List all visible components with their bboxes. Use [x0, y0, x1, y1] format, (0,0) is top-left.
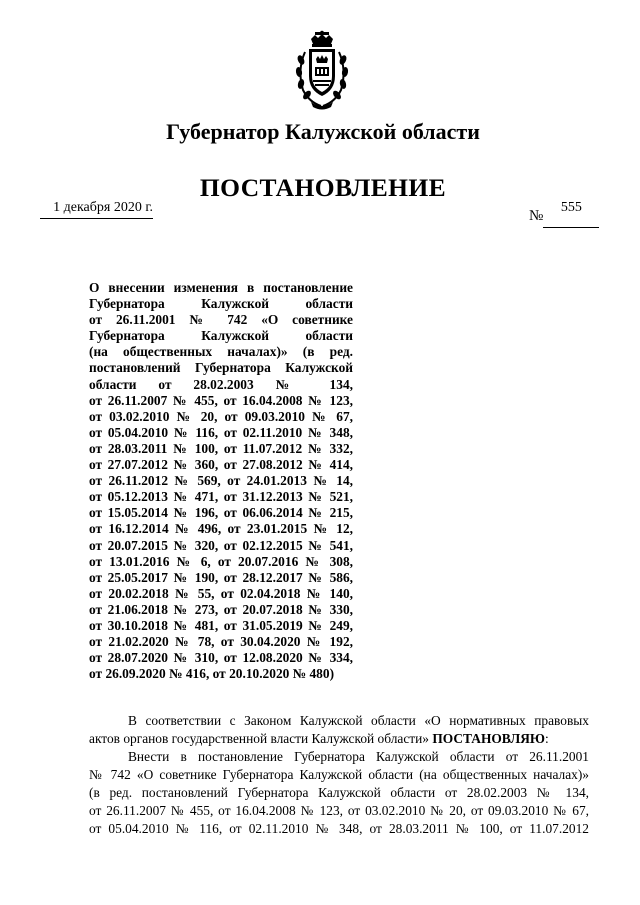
- resolution-verb: ПОСТАНОВЛЯЮ: [432, 731, 545, 746]
- document-type-title: ПОСТАНОВЛЕНИЕ: [199, 173, 447, 202]
- subject-line: от 21.06.2018 № 273, от 20.07.2018 № 330,: [89, 601, 353, 617]
- document-number: [529, 193, 599, 225]
- subject-line: постановлений Губернатора Калужской: [89, 360, 353, 376]
- subject-line: от 05.04.2010 № 116, от 02.11.2010 № 348,: [89, 424, 353, 440]
- number-value: 555: [543, 199, 599, 228]
- subject-line: от 03.02.2010 № 20, от 09.03.2010 № 67,: [89, 408, 353, 424]
- subject-line: от 26.11.2007 № 455, от 16.04.2008 № 123,: [89, 392, 353, 408]
- subject-line: (на общественных началах)» (в ред.: [89, 344, 353, 360]
- document-body: [89, 712, 589, 838]
- body-line: от 26.11.2007 № 455, от 16.04.2008 № 123, от 03.02.2010 № 20, от 09.03.2010 № 67,: [89, 803, 589, 818]
- subject-line: Губернатора Калужской области: [89, 328, 353, 344]
- subject-line: от 28.07.2020 № 310, от 12.08.2020 № 334,: [89, 650, 353, 666]
- body-line: от 05.04.2010 № 116, от 02.11.2010 № 348, от 28.03.2011 № 100, от 11.07.2012: [89, 821, 589, 836]
- subject-line: О внесении изменения в постановление: [89, 280, 353, 295]
- issuing-authority: Губернатор Калужской области: [166, 119, 480, 144]
- subject-line: от 26.11.2012 № 569, от 24.01.2013 № 14,: [89, 473, 353, 489]
- subject-line: от 28.03.2011 № 100, от 11.07.2012 № 332,: [89, 440, 353, 456]
- subject-line: от 20.02.2018 № 55, от 02.04.2018 № 140,: [89, 585, 353, 601]
- body-line: (в ред. постановлений Губернатора Калужской области от 28.02.2003 № 134,: [89, 785, 589, 800]
- number-label: №: [529, 208, 544, 224]
- subject-line: от 16.12.2014 № 496, от 23.01.2015 № 12,: [89, 521, 353, 537]
- body-line: В соответствии с Законом Калужской области «О нормативных правовых: [128, 713, 589, 728]
- document-subject: [89, 280, 353, 682]
- body-text-segment: :: [544, 731, 549, 746]
- subject-line: от 26.09.2020 № 416, от 20.10.2020 № 480): [89, 666, 335, 682]
- body-line: № 742 «О советнике Губернатора Калужской области (на общественных началах)»: [89, 767, 589, 782]
- subject-line: области от 28.02.2003 № 134,: [89, 376, 353, 392]
- document-date: 1 декабря 2020 г.: [40, 200, 153, 219]
- subject-line: от 13.01.2016 № 6, от 20.07.2016 № 308,: [89, 553, 353, 569]
- body-line: [89, 730, 589, 748]
- body-text-segment: актов органов государственной власти Калужской области»: [89, 731, 429, 746]
- subject-line: от 15.05.2014 № 196, от 06.06.2014 № 215,: [89, 505, 353, 521]
- subject-line: от 05.12.2013 № 471, от 31.12.2013 № 521,: [89, 489, 353, 505]
- subject-line: от 30.10.2018 № 481, от 31.05.2019 № 249,: [89, 617, 353, 633]
- body-line: Внести в постановление Губернатора Калужской области от 26.11.2001: [128, 749, 589, 764]
- kaluga-region-coat-of-arms-icon: [291, 30, 353, 110]
- subject-line: от 25.05.2017 № 190, от 28.12.2017 № 586,: [89, 569, 353, 585]
- subject-line: от 27.07.2012 № 360, от 27.08.2012 № 414,: [89, 457, 353, 473]
- subject-line: от 26.11.2001 № 742 «О советнике: [89, 312, 353, 328]
- subject-line: от 20.07.2015 № 320, от 02.12.2015 № 541,: [89, 537, 353, 553]
- subject-line: Губернатора Калужской области: [89, 296, 353, 312]
- subject-line: от 21.02.2020 № 78, от 30.04.2020 № 192,: [89, 634, 353, 650]
